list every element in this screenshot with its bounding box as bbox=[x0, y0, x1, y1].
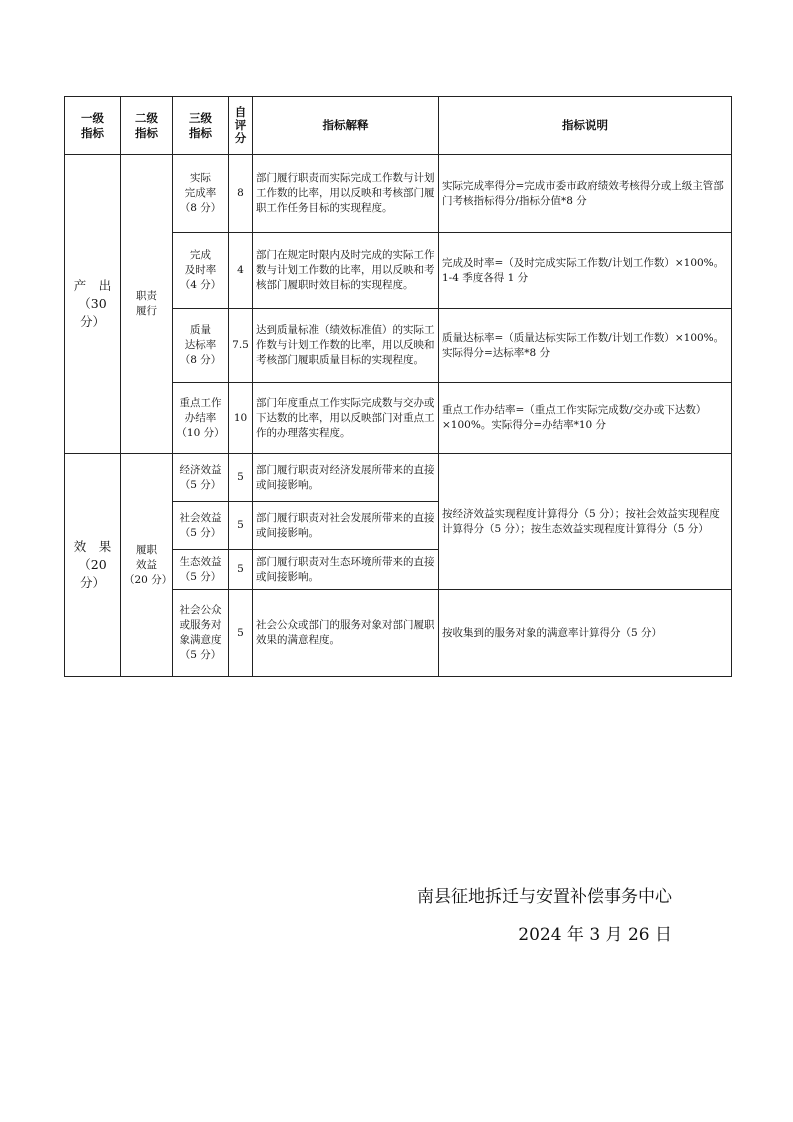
score-cell: 8 bbox=[229, 155, 253, 233]
description-cell: 按收集到的服务对象的满意率计算得分（5 分） bbox=[439, 590, 732, 677]
level1-output: 产 出 （30 分） bbox=[65, 155, 121, 454]
level3-cell: 实际 完成率 （8 分） bbox=[173, 155, 229, 233]
level1-effect: 效 果 （20 分） bbox=[65, 454, 121, 677]
score-cell: 7.5 bbox=[229, 309, 253, 383]
score-cell: 10 bbox=[229, 383, 253, 454]
level3-cell: 完成 及时率 （4 分） bbox=[173, 233, 229, 309]
table-row bbox=[65, 155, 732, 233]
header-level2: 二级 指标 bbox=[121, 97, 173, 155]
level3-cell: 社会效益 （5 分） bbox=[173, 502, 229, 550]
explanation-cell: 部门履行职责而实际完成工作数与计划工作数的比率，用以反映和考核部门履职工作任务目标的实现程度。 bbox=[253, 155, 439, 233]
explanation-cell: 部门履行职责对经济发展所带来的直接或间接影响。 bbox=[253, 454, 439, 502]
signature-block bbox=[340, 878, 672, 954]
explanation-cell: 部门履行职责对生态环境所带来的直接或间接影响。 bbox=[253, 550, 439, 590]
level3-cell: 质量 达标率 （8 分） bbox=[173, 309, 229, 383]
table-header-row bbox=[65, 97, 732, 155]
signature-organization: 南县征地拆迁与安置补偿事务中心 bbox=[417, 887, 672, 907]
description-cell: 实际完成率得分=完成市委市政府绩效考核得分或上级主管部门考核指标得分/指标分值*8 分 bbox=[439, 155, 732, 233]
header-explanation: 指标解释 bbox=[253, 97, 439, 155]
level3-cell: 生态效益 （5 分） bbox=[173, 550, 229, 590]
score-cell: 4 bbox=[229, 233, 253, 309]
level3-cell: 经济效益 （5 分） bbox=[173, 454, 229, 502]
level2-benefit: 履职 效益 （20 分） bbox=[121, 454, 173, 677]
description-cell: 完成及时率=（及时完成实际工作数/计划工作数）×100%。1-4 季度各得 1 分 bbox=[439, 233, 732, 309]
performance-evaluation-table bbox=[64, 96, 732, 677]
level3-cell: 社会公众 或服务对 象满意度 （5 分） bbox=[173, 590, 229, 677]
table-row bbox=[65, 454, 732, 502]
merged-description-cell: 按经济效益实现程度计算得分（5 分）；按社会效益实现程度计算得分（5 分）；按生态效益实现程度计算得分（5 分） bbox=[439, 454, 732, 590]
level3-cell: 重点工作 办结率 （10 分） bbox=[173, 383, 229, 454]
header-score: 自 评 分 bbox=[229, 97, 253, 155]
explanation-cell: 部门年度重点工作实际完成数与交办或下达数的比率，用以反映部门对重点工作的办理落实程度。 bbox=[253, 383, 439, 454]
description-cell: 质量达标率=（质量达标实际工作数/计划工作数）×100%。实际得分=达标率*8 分 bbox=[439, 309, 732, 383]
header-description: 指标说明 bbox=[439, 97, 732, 155]
score-cell: 5 bbox=[229, 550, 253, 590]
score-cell: 5 bbox=[229, 590, 253, 677]
header-level3: 三级 指标 bbox=[173, 97, 229, 155]
explanation-cell: 部门履行职责对社会发展所带来的直接或间接影响。 bbox=[253, 502, 439, 550]
level2-duty: 职责 履行 bbox=[121, 155, 173, 454]
score-cell: 5 bbox=[229, 454, 253, 502]
explanation-cell: 部门在规定时限内及时完成的实际工作数与计划工作数的比率，用以反映和考核部门履职时效目标的实现程度。 bbox=[253, 233, 439, 309]
explanation-cell: 达到质量标准（绩效标准值）的实际工作数与计划工作数的比率，用以反映和考核部门履职质量目标的实现程度。 bbox=[253, 309, 439, 383]
score-cell: 5 bbox=[229, 502, 253, 550]
description-cell: 重点工作办结率=（重点工作实际完成数/交办或下达数）×100%。实际得分=办结率*10 分 bbox=[439, 383, 732, 454]
signature-date: 2024 年 3 月 26 日 bbox=[518, 925, 672, 945]
explanation-cell: 社会公众或部门的服务对象对部门履职效果的满意程度。 bbox=[253, 590, 439, 677]
header-level1: 一级 指标 bbox=[65, 97, 121, 155]
